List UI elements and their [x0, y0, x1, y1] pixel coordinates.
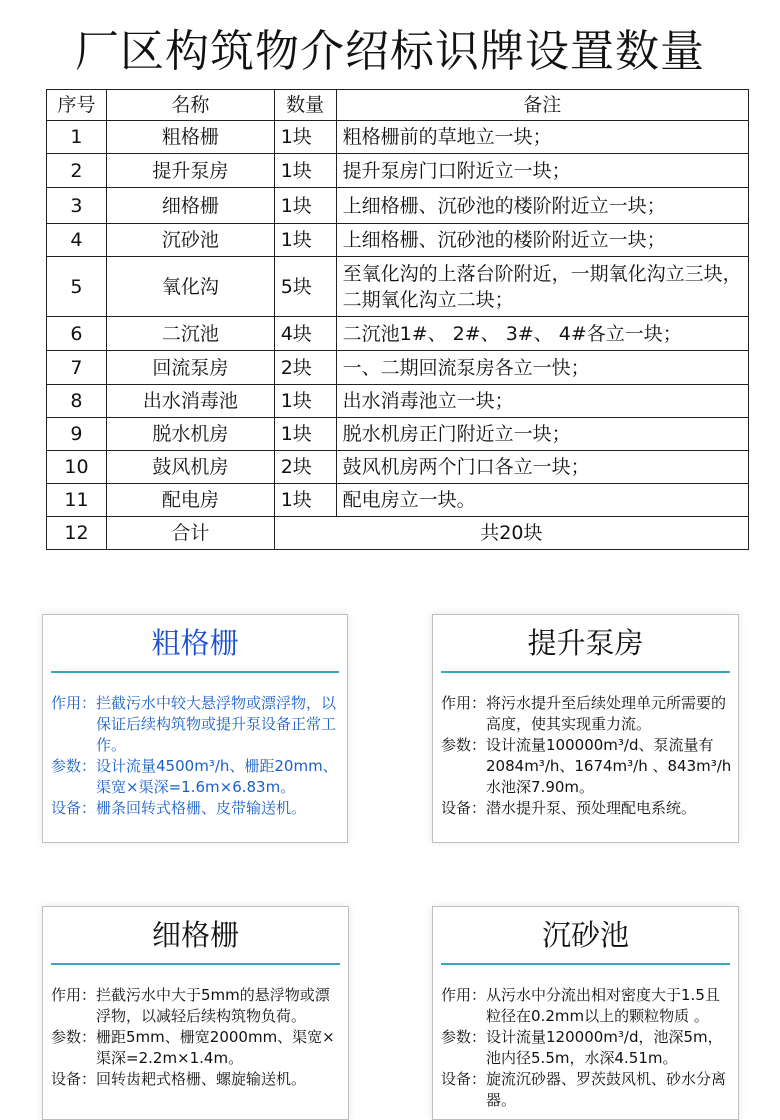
header-note: 备注: [336, 90, 748, 121]
card-line-text: 设计流量120000m³/d，池深5m，池内径5.5m，水深4.51m。: [486, 1028, 723, 1067]
cell-note: 二沉池1#、 2#、 3#、 4#各立一块；: [336, 317, 748, 351]
cell-qty: 1块: [274, 385, 336, 418]
card-line: [441, 1027, 732, 1069]
signage-table: [46, 89, 749, 550]
card-line-label: 参数：: [441, 736, 487, 754]
cell-name: 二沉池: [106, 317, 274, 351]
cell-note: 提升泵房门口附近立一块；: [336, 154, 748, 188]
table-total-row: [47, 517, 749, 550]
card-line: [441, 1069, 732, 1111]
card-line-text: 将污水提升至后续处理单元所需要的高度，使其实现重力流。: [486, 694, 727, 733]
card-line-label: 设备：: [441, 1070, 487, 1088]
cell-note: 上细格栅、沉砂池的楼阶附近立一块；: [336, 224, 748, 257]
cell-name: 氧化沟: [106, 257, 274, 317]
table-row: [47, 257, 749, 317]
card-line-label: 作用：: [51, 694, 97, 712]
cell-note: 上细格栅、沉砂池的楼阶附近立一块；: [336, 188, 748, 224]
cell-note: 至氧化沟的上落台阶附近，一期氧化沟立三块，二期氧化沟立二块；: [336, 257, 748, 317]
cell-qty: 4块: [274, 317, 336, 351]
card-coarse-screen: [42, 614, 348, 843]
card-line-label: 设备：: [441, 799, 487, 817]
cell-name: 脱水机房: [106, 418, 274, 451]
header-qty: 数量: [274, 90, 336, 121]
cell-name: 出水消毒池: [106, 385, 274, 418]
card-line-text: 设计流量100000m³/d、泵流量有2084m³/h、1674m³/h 、843m³/h水池深7.90m。: [486, 736, 732, 796]
cell-no: 2: [47, 154, 107, 188]
card-line-text: 拦截污水中大于5mm的悬浮物或漂浮物，以减轻后续构筑物负荷。: [96, 986, 330, 1025]
cell-no: 1: [47, 121, 107, 154]
card-line: [51, 693, 341, 756]
card-line-text: 栅条回转式格栅、皮带输送机。: [96, 799, 307, 817]
header-name: 名称: [106, 90, 274, 121]
cell-name: 合计: [106, 517, 274, 550]
cell-no: 11: [47, 484, 107, 517]
card-line-text: 潜水提升泵、预处理配电系统。: [486, 799, 697, 817]
cell-qty: 1块: [274, 188, 336, 224]
cell-qty: 2块: [274, 451, 336, 484]
card-line-label: 设备：: [51, 799, 97, 817]
cell-note: 出水消毒池立一块；: [336, 385, 748, 418]
table-row: [47, 418, 749, 451]
table-row: [47, 154, 749, 188]
card-title: 粗格栅: [151, 626, 239, 660]
cell-note: 一、二期回流泵房各立一快；: [336, 351, 748, 385]
cell-qty: 1块: [274, 418, 336, 451]
cell-qty: 1块: [274, 484, 336, 517]
card-line-label: 参数：: [51, 757, 97, 775]
cell-note: 粗格栅前的草地立一块；: [336, 121, 748, 154]
card-title: 提升泵房: [527, 626, 644, 660]
card-body: [433, 965, 738, 1111]
card-line: [51, 985, 342, 1027]
cell-qty: 1块: [274, 224, 336, 257]
card-title: 细格栅: [151, 918, 239, 952]
card-line-label: 作用：: [51, 986, 97, 1004]
card-line-label: 设备：: [51, 1070, 97, 1088]
cell-no: 9: [47, 418, 107, 451]
card-line: [441, 735, 732, 798]
card-lift-pump-room: [432, 614, 739, 843]
cell-no: 4: [47, 224, 107, 257]
card-body: [43, 965, 348, 1090]
page-title: 厂区构筑物介绍标识牌设置数量: [75, 26, 705, 77]
card-line-text: 回转齿耙式格栅、螺旋输送机。: [96, 1070, 307, 1088]
cell-name: 鼓风机房: [106, 451, 274, 484]
header-no: 序号: [47, 90, 107, 121]
card-line-label: 参数：: [51, 1028, 97, 1046]
cell-qty: 5块: [274, 257, 336, 317]
table-row: [47, 224, 749, 257]
cell-name: 细格栅: [106, 188, 274, 224]
table-row: [47, 317, 749, 351]
card-line-text: 栅距5mm、栅宽2000mm、渠宽×渠深=2.2m×1.4m。: [96, 1028, 335, 1067]
cell-no: 8: [47, 385, 107, 418]
card-line-text: 旋流沉砂器、罗茨鼓风机、砂水分离器。: [486, 1070, 727, 1109]
table-row: [47, 385, 749, 418]
cell-name: 配电房: [106, 484, 274, 517]
card-line: [51, 1027, 342, 1069]
card-line: [51, 756, 341, 798]
card-grit-chamber: [432, 906, 739, 1120]
table-row: [47, 351, 749, 385]
card-line-label: 作用：: [441, 694, 487, 712]
cell-no: 7: [47, 351, 107, 385]
cell-name: 沉砂池: [106, 224, 274, 257]
card-line: [441, 985, 732, 1027]
card-fine-screen: [42, 906, 349, 1120]
card-line-text: 拦截污水中较大悬浮物或漂浮物，以保证后续构筑物或提升泵设备正常工作。: [96, 694, 337, 754]
card-line: [51, 1069, 342, 1090]
card-line-label: 参数：: [441, 1028, 487, 1046]
cell-no: 12: [47, 517, 107, 550]
card-line: [441, 693, 732, 735]
cell-no: 3: [47, 188, 107, 224]
cell-no: 6: [47, 317, 107, 351]
card-line: [51, 798, 341, 819]
total-value: 共20块: [274, 517, 748, 550]
card-line-text: 从污水中分流出相对密度大于1.5且粒径在0.2mm以上的颗粒物质 。: [486, 986, 720, 1025]
cell-note: 配电房立一块。: [336, 484, 748, 517]
table-row: [47, 451, 749, 484]
card-title: 沉砂池: [541, 918, 629, 952]
card-line-label: 作用：: [441, 986, 487, 1004]
table-header-row: [47, 90, 749, 121]
table-row: [47, 484, 749, 517]
cell-qty: 1块: [274, 154, 336, 188]
cell-no: 10: [47, 451, 107, 484]
table-row: [47, 188, 749, 224]
cell-no: 5: [47, 257, 107, 317]
card-line: [441, 798, 732, 819]
cell-qty: 1块: [274, 121, 336, 154]
card-body: [433, 673, 738, 819]
cell-note: 脱水机房正门附近立一块；: [336, 418, 748, 451]
cell-qty: 2块: [274, 351, 336, 385]
cell-name: 回流泵房: [106, 351, 274, 385]
table-row: [47, 121, 749, 154]
cell-name: 粗格栅: [106, 121, 274, 154]
cell-name: 提升泵房: [106, 154, 274, 188]
cell-note: 鼓风机房两个门口各立一块；: [336, 451, 748, 484]
card-line-text: 设计流量4500m³/h、栅距20mm、渠宽×渠深=1.6m×6.83m。: [96, 757, 338, 796]
card-body: [43, 673, 347, 819]
